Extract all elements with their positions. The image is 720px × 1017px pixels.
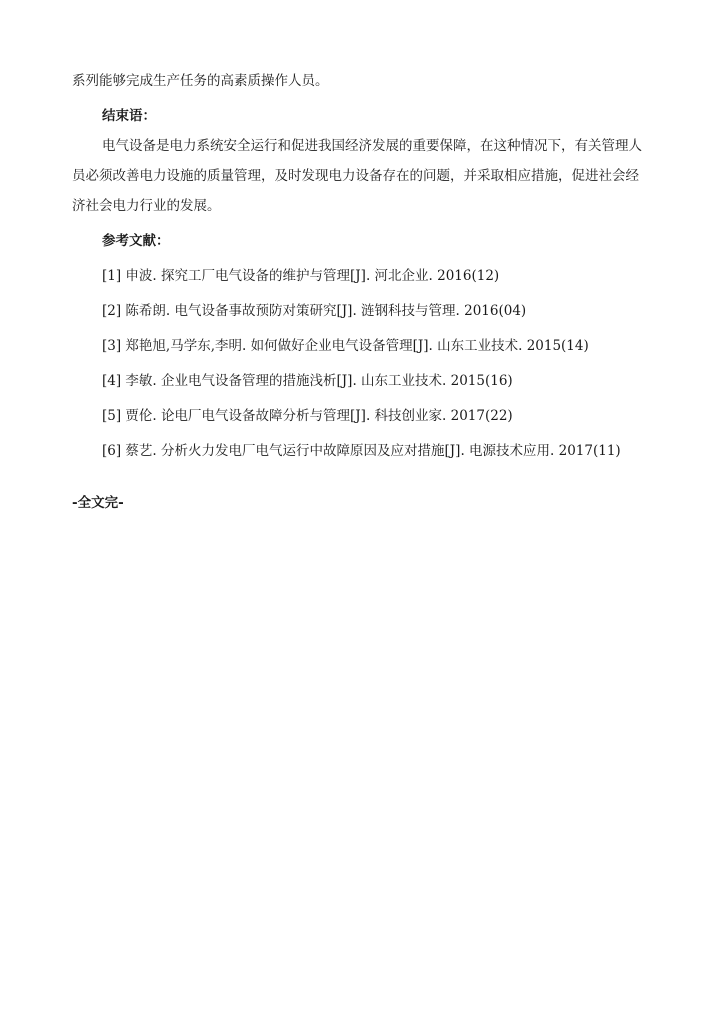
conclusion-paragraph: 电气设备是电力系统安全运行和促进我国经济发展的重要保障，在这种情况下，有关管理人员必须改善电力设施的质量管理，及时发现电力设备存在的问题，并采取相应措施，促进社会经济社会电力行业的发展。: [72, 138, 642, 214]
conclusion-heading: 结束语：: [102, 108, 156, 124]
reference-list: [72, 261, 648, 466]
reference-item: [3] 郑艳旭,马学东,李明. 如何做好企业电气设备管理[J]. 山东工业技术. 2015(14): [102, 338, 589, 354]
reference-item: [2] 陈希朗. 电气设备事故预防对策研究[J]. 涟钢科技与管理. 2016(04): [102, 303, 527, 319]
document-body: [72, 66, 648, 518]
reference-item: [6] 蔡艺. 分析火力发电厂电气运行中故障原因及应对措施[J]. 电源技术应用. 2017(11): [102, 443, 621, 459]
reference-item: [5] 贾伦. 论电厂电气设备故障分析与管理[J]. 科技创业家. 2017(22): [102, 408, 513, 424]
reference-item: [4] 李敏. 企业电气设备管理的措施浅析[J]. 山东工业技术. 2015(16): [102, 373, 513, 389]
reference-item: [1] 申波. 探究工厂电气设备的维护与管理[J]. 河北企业. 2016(12): [102, 268, 500, 284]
paragraph-continuation: 系列能够完成生产任务的高素质操作人员。: [72, 73, 329, 89]
references-heading: 参考文献：: [102, 233, 170, 249]
end-mark: -全文完-: [72, 495, 124, 511]
